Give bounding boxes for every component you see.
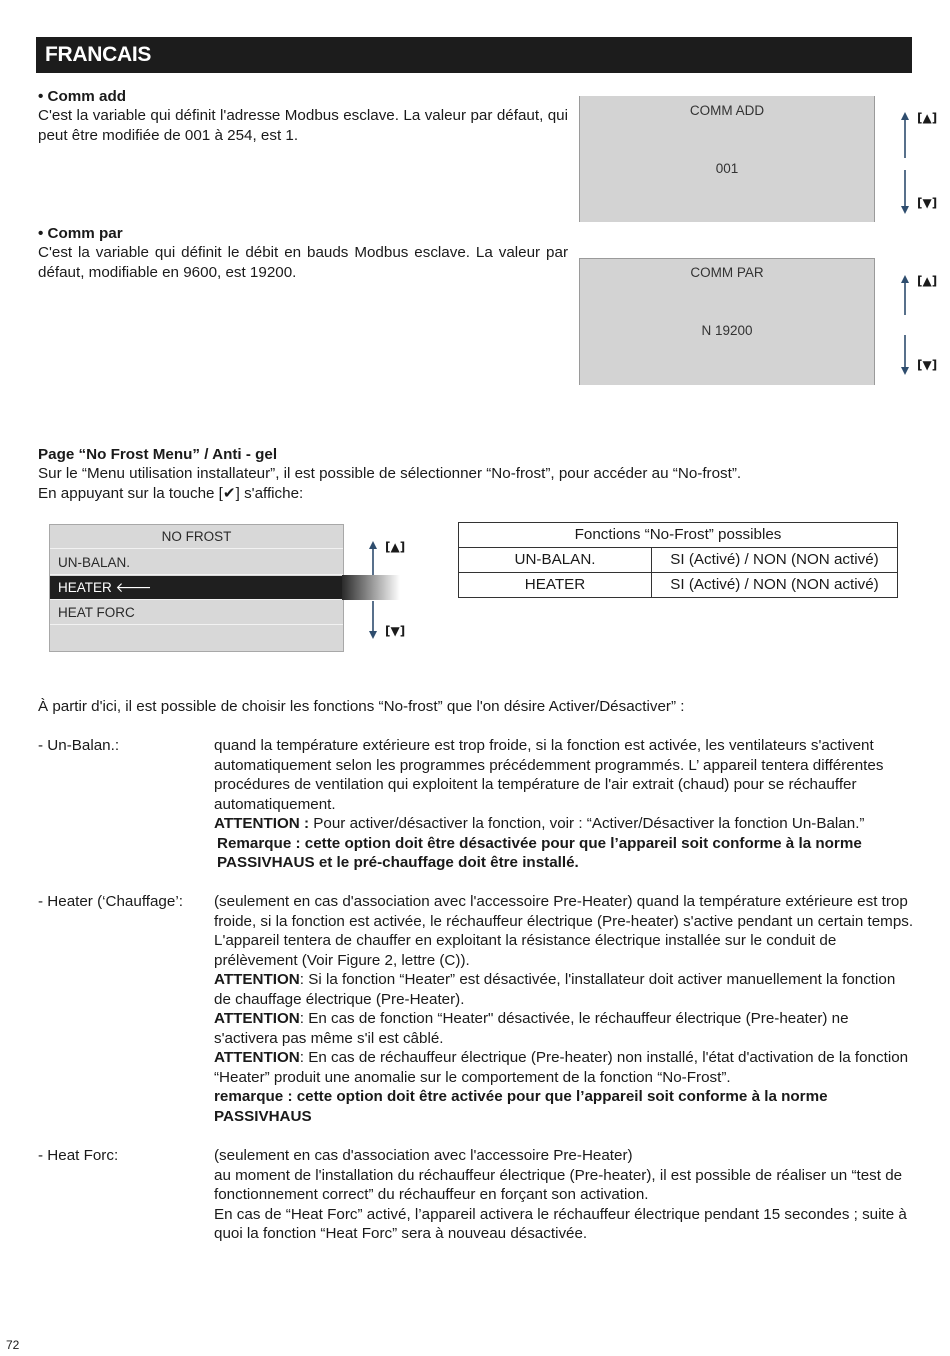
heatforc-line1: (seulement en cas d'association avec l'accessoire Pre-Heater) — [214, 1147, 633, 1164]
nofrost-line1: Sur le “Menu utilisation installateur”, il est possible de sélectionner “No-frost”, pour accéder au “No-frost”. — [38, 465, 742, 482]
nofrost-menu-title: NO FROST — [50, 525, 343, 549]
table-row — [459, 548, 898, 573]
comm-par-display — [579, 258, 875, 385]
menu-item-unbalan: UN-BALAN. — [50, 551, 343, 575]
comm-add-display — [579, 96, 875, 222]
heater-attention-2 — [214, 1009, 914, 1048]
heater-attention-3 — [214, 1048, 914, 1087]
comm-add-keys — [900, 108, 938, 218]
nofrost-heading: Page “No Frost Menu” / Anti - gel — [38, 446, 278, 463]
table-cell-value: SI (Activé) / NON (NON activé) — [652, 573, 898, 598]
nofrost-menu-display — [49, 524, 344, 652]
heater-label: - Heater (‘Chauffage’: — [38, 893, 183, 910]
attention-label: ATTENTION — [214, 1010, 300, 1027]
attention-text: : En cas de réchauffeur électrique (Pre-heater) non installé, l'état d'activation de la fonction “Heater” produit une anomalie sur le comportement de la fonction “No-Frost”. — [214, 1049, 909, 1086]
table-cell-value: SI (Activé) / NON (NON activé) — [652, 548, 898, 573]
menu-item-empty — [50, 626, 343, 650]
nofrost-line2: En appuyant sur la touche [✔] s'affiche: — [38, 485, 304, 502]
unbalan-description — [214, 736, 914, 873]
section-header-bar — [36, 37, 912, 73]
nofrost-functions-table — [458, 522, 898, 598]
unbalan-remark: Remarque : cette option doit être désactivée pour que l’appareil soit conforme à la norme PASSIVHAUS et le pré-chauffage doit être installé. — [217, 834, 862, 871]
up-key-label: [▲] — [917, 274, 938, 288]
table-header: Fonctions “No-Frost” possibles — [459, 523, 898, 548]
table-cell-name: HEATER — [459, 573, 652, 598]
down-key-label: [▼] — [917, 358, 938, 372]
arrow-up-icon — [368, 541, 380, 575]
arrow-down-icon — [368, 601, 380, 639]
comm-par-display-title: COMM PAR — [690, 265, 764, 280]
section-title: FRANCAIS — [45, 43, 152, 66]
heater-description — [214, 892, 914, 1126]
heatforc-description — [214, 1146, 914, 1244]
nofrost-menu-keys — [368, 537, 408, 642]
unbalan-text: quand la température extérieure est trop froide, si la fonction est activée, les ventilateurs s'activent automatiquement selon les programmes précédemment programmés. L’ appareil tentera différentes procédures de ventilation qui exploitent la température de l'air extrait (chaud) pour se réchauffer automatiquement. — [214, 737, 884, 813]
nofrost-intro: À partir d'ici, il est possible de choisir les fonctions “No-frost” que l'on désire Activer/Désactiver” : — [38, 698, 685, 715]
menu-item-heatforc: HEAT FORC — [50, 601, 343, 625]
table-row — [459, 573, 898, 598]
arrow-down-icon — [900, 335, 912, 375]
heatforc-label: - Heat Forc: — [38, 1147, 119, 1164]
comm-par-heading: • Comm par — [38, 225, 123, 242]
arrow-down-icon — [900, 170, 912, 214]
down-key-label: [▼] — [385, 624, 406, 638]
attention-text: : En cas de fonction “Heater" désactivée, le réchauffeur électrique (Pre-heater) ne s'activera pas même s'il est câblé. — [214, 1010, 849, 1047]
heatforc-text: au moment de l'installation du réchauffeur électrique (Pre-heater), il est possible de réaliser un “test de fonctionnement correct” du réchauffeur en forçant son activation. — [214, 1166, 903, 1203]
up-key-label: [▲] — [917, 111, 938, 125]
attention-text: Pour activer/désactiver la fonction, voir : “Activer/Désactiver la fonction Un-Balan.” — [309, 815, 865, 832]
table-cell-name: UN-BALAN. — [459, 548, 652, 573]
comm-add-heading: • Comm add — [38, 88, 127, 105]
attention-text: : Si la fonction “Heater” est désactivée, l'installateur doit activer manuellement la fonction de chauffage électrique (Pre-Heater). — [214, 971, 896, 1008]
up-key-label: [▲] — [385, 540, 406, 554]
unbalan-label: - Un-Balan.: — [38, 737, 120, 754]
comm-add-display-value: 001 — [715, 161, 739, 176]
attention-label: ATTENTION : — [214, 815, 310, 832]
heatforc-text2: En cas de “Heat Forc” activé, l’appareil activera le réchauffeur électrique pendant 15 secondes ; suite à quoi la fonction “Heat Forc” sera à nouveau désactivée. — [214, 1205, 907, 1242]
attention-label: ATTENTION — [214, 1049, 300, 1066]
comm-par-text: C'est la variable qui définit le débit en bauds Modbus esclave. La valeur par défaut, modifiable en 9600, est 19200. — [38, 244, 568, 281]
attention-label: ATTENTION — [214, 971, 300, 988]
heater-text: (seulement en cas d'association avec l'accessoire Pre-Heater) quand la température extérieure est trop froide, si la fonction est activée, le réchauffeur électrique (Pre-heater) s'active pendant un certain temps. L'appareil tentera de chauffer en exploitant la résistance électrique installée sur le conduit de prélèvement (Voir Figure 2, lettre (C)). — [214, 893, 914, 969]
comm-add-display-title: COMM ADD — [689, 103, 765, 118]
arrow-up-icon — [900, 275, 912, 317]
menu-item-heater: HEATER 🡐 — [50, 576, 343, 600]
comm-par-keys — [900, 271, 938, 381]
unbalan-attention — [214, 814, 914, 834]
page-number: 72 — [6, 1338, 20, 1352]
down-key-label: [▼] — [917, 196, 938, 210]
heater-attention-1 — [214, 970, 914, 1009]
heater-remark: remarque : cette option doit être activée pour que l’appareil soit conforme à la norme PASSIVHAUS — [214, 1088, 828, 1125]
comm-par-display-value: N 19200 — [701, 323, 753, 338]
comm-add-text: C'est la variable qui définit l'adresse Modbus esclave. La valeur par défaut, qui peut être modifiée de 001 à 254, est 1. — [38, 107, 568, 144]
arrow-up-icon — [900, 112, 912, 160]
